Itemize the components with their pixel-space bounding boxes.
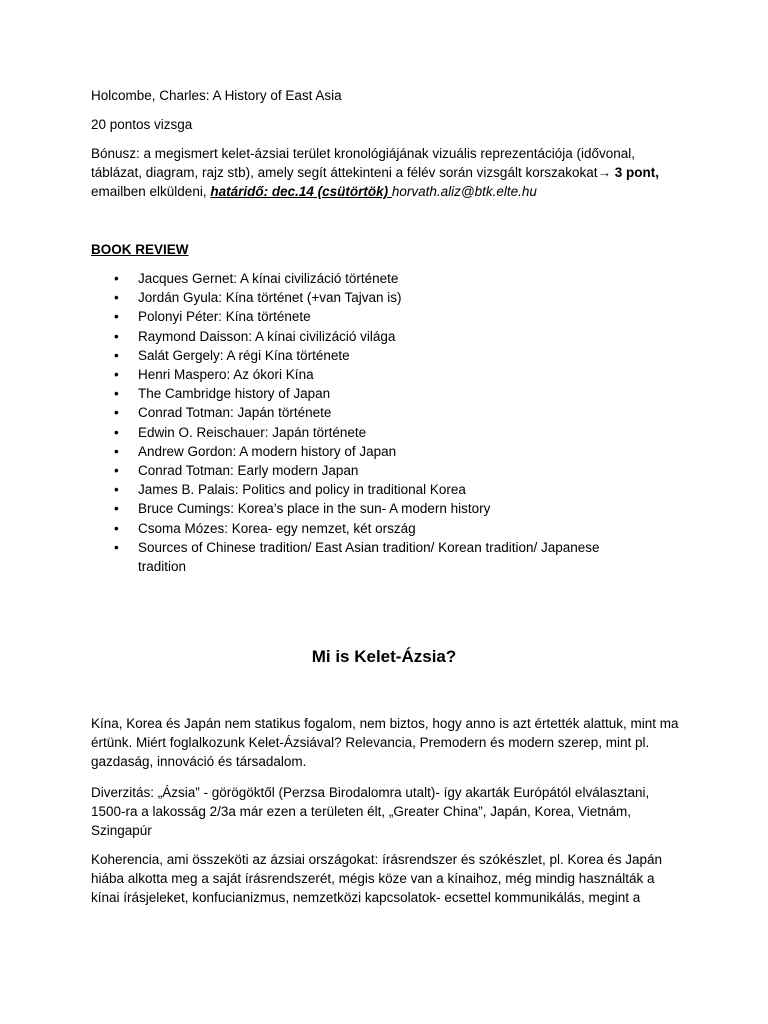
bullet-icon: •: [114, 328, 119, 344]
bullet-icon: •: [114, 271, 119, 286]
book-list-item: [91, 423, 651, 442]
bullet-icon: •: [114, 424, 119, 440]
book-title: Jordán Gyula: Kína történet (+van Tajvan is): [138, 290, 402, 306]
book-list-item: [91, 442, 651, 461]
bullet-icon: •: [114, 290, 119, 306]
book-list-item: [91, 327, 651, 346]
bullet-icon: •: [114, 539, 119, 555]
bonus-text: Bónusz: a megismert kelet-ázsiai terület kronológiájának vizuális reprezentációja (idővonal, táblázat, diagram, rajz stb), amely segít áttekinteni a félév során vizsgált korszakokat: [91, 146, 636, 180]
book-title: James B. Palais: Politics and policy in traditional Korea: [138, 482, 466, 498]
paragraph-coherence: Koherencia, ami összeköti az ázsiai országokat: írásrendszer és szókészlet, pl. Korea és Japán hiába alkotta meg a saját írásrendszerét, mégis köze van a kínaihoz, még mindig használták a kínai írásjeleket, konfucianizmus, nemzetközi kapcsolatok- ecsettel kommunikálás, megint a: [91, 852, 663, 905]
bullet-icon: •: [114, 405, 119, 421]
arrow-icon: →: [597, 165, 611, 180]
send-text: emailben elküldeni,: [91, 184, 211, 199]
book-title: Salát Gergely: A régi Kína története: [138, 347, 350, 363]
book-title: Polonyi Péter: Kína története: [138, 309, 311, 325]
book-title: Bruce Cumings: Korea’s place in the sun- A modern history: [138, 501, 491, 517]
book-title: Andrew Gordon: A modern history of Japan: [138, 443, 397, 459]
book-list-item: [91, 288, 651, 307]
book-list-item: [91, 499, 651, 518]
bullet-icon: •: [114, 386, 119, 402]
book-title: Conrad Totman: Early modern Japan: [138, 463, 359, 479]
book-list-item: [91, 269, 651, 288]
book-title: Csoma Mózes: Korea- egy nemzet, két ország: [138, 520, 416, 536]
bullet-icon: •: [114, 520, 119, 536]
deadline-text: határidő: dec.14 (csütörtök): [210, 184, 392, 199]
book-list-item: [91, 519, 651, 538]
book-list-item: [91, 384, 651, 403]
book-title: Raymond Daisson: A kínai civilizáció világa: [138, 328, 396, 344]
email-address: horvath.aliz@btk.elte.hu: [391, 184, 537, 199]
book-list: [91, 269, 651, 576]
book-list-item: [91, 403, 651, 422]
book-list-item: [91, 538, 651, 576]
book-list-item: [91, 307, 651, 326]
bullet-icon: •: [114, 463, 119, 479]
bullet-icon: •: [114, 443, 119, 459]
exam-line: 20 pontos vizsga: [91, 117, 193, 132]
book-review-title: BOOK REVIEW: [91, 242, 189, 257]
book-list-item: [91, 480, 651, 499]
book-list-item: [91, 346, 651, 365]
bullet-icon: •: [114, 501, 119, 517]
paragraph-diversity: Diverzitás: „Ázsia” - görögöktől (Perzsa Birodalomra utalt)- így akarták Európától elválasztani, 1500-ra a lakosság 2/3a már ezen a területen élt, „Greater China”, Japán, Korea, Vietnám, Szingapúr: [91, 785, 650, 838]
section-heading: Mi is Kelet-Ázsia?: [311, 647, 457, 666]
paragraph-relevance: Kína, Korea és Japán nem statikus fogalom, nem biztos, hogy anno is azt értették alattuk, mint ma értünk. Miért foglalkozunk Kelet-Ázsiával? Relevancia, Premodern és modern szerep, mint pl. gazdaság, innováció és társadalom.: [91, 716, 679, 769]
book-title: Jacques Gernet: A kínai civilizáció története: [138, 271, 399, 286]
book-title: The Cambridge history of Japan: [138, 386, 331, 402]
bullet-icon: •: [114, 309, 119, 325]
bullet-icon: •: [114, 367, 119, 383]
book-title: Henri Maspero: Az ókori Kína: [138, 367, 314, 383]
bonus-points: 3 pont,: [610, 165, 659, 180]
book-title: Sources of Chinese tradition/ East Asian tradition/ Korean tradition/ Japanese tradition: [138, 539, 600, 575]
bullet-icon: •: [114, 482, 119, 498]
book-title: Edwin O. Reischauer: Japán története: [138, 424, 367, 440]
bullet-icon: •: [114, 347, 119, 363]
reference-line: Holcombe, Charles: A History of East Asia: [91, 88, 342, 103]
book-title: Conrad Totman: Japán története: [138, 405, 332, 421]
bonus-paragraph: [91, 144, 681, 201]
book-list-item: [91, 365, 651, 384]
book-list-item: [91, 461, 651, 480]
